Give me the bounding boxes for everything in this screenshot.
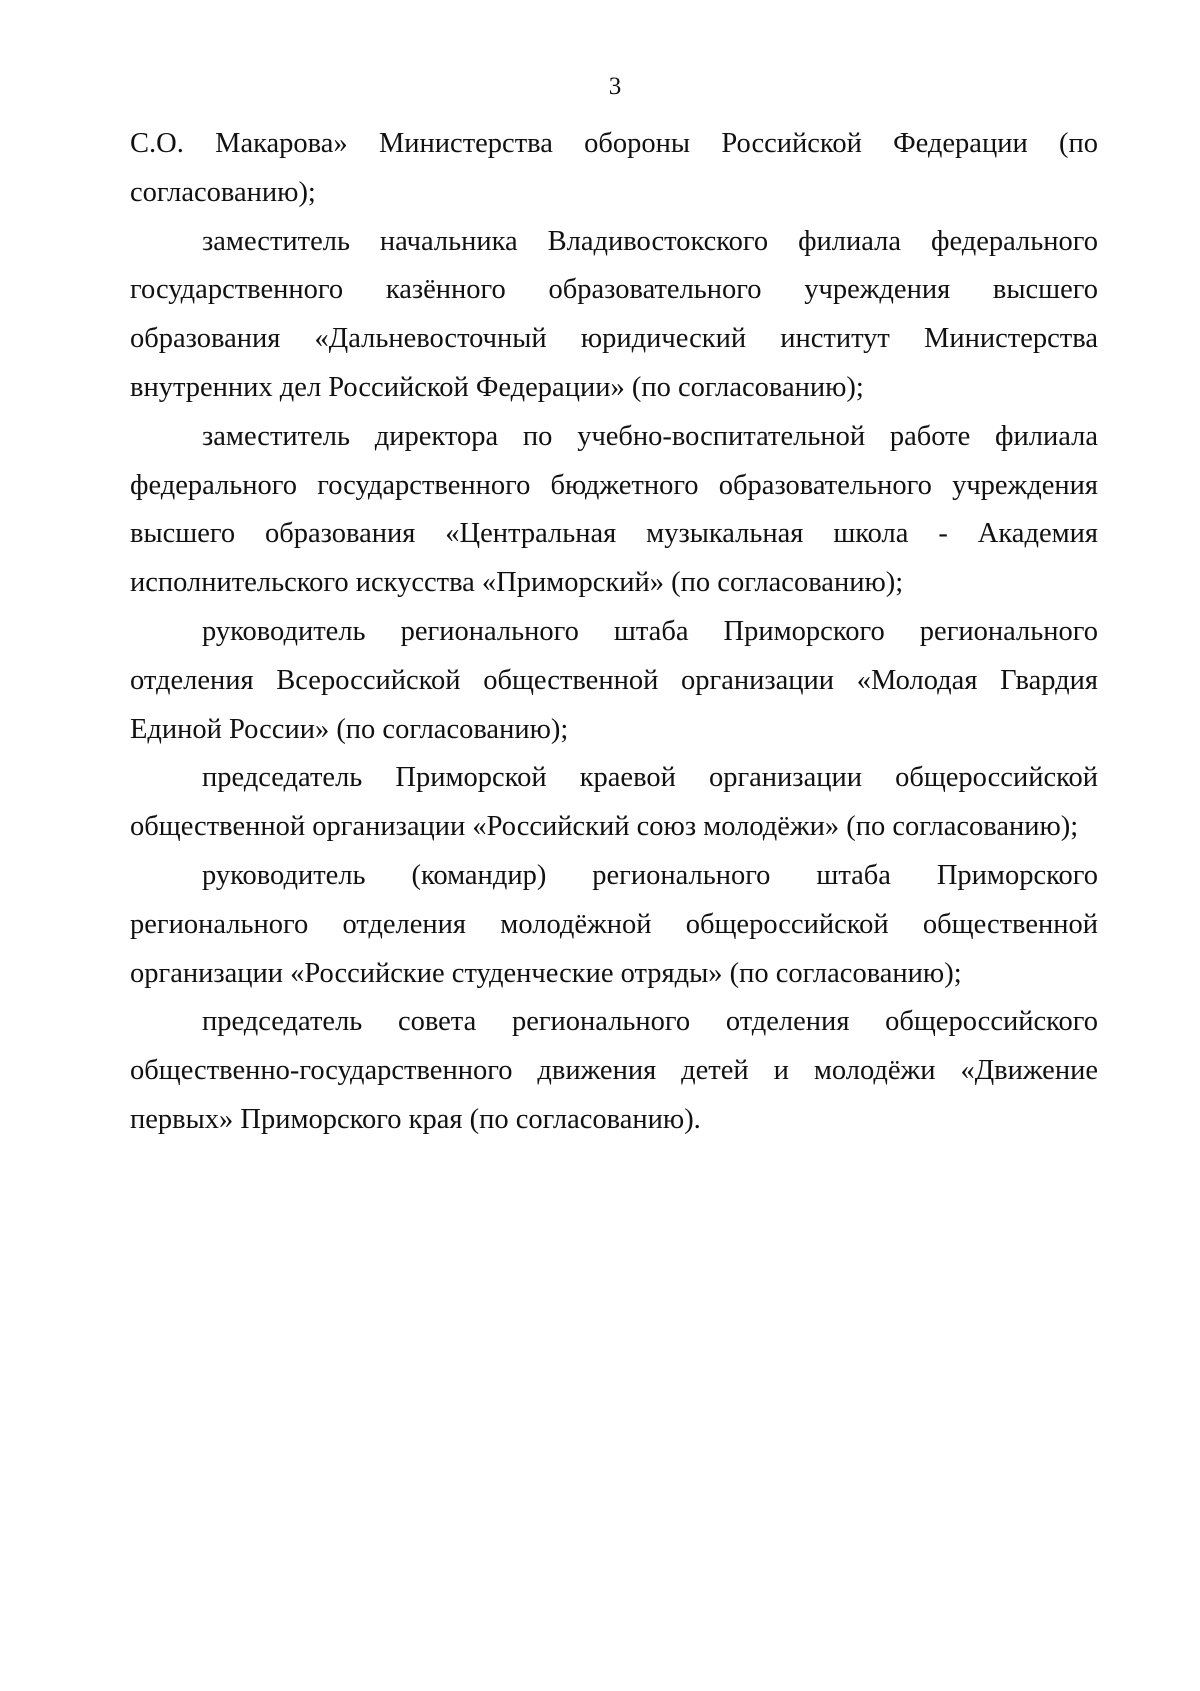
paragraph-item: заместитель начальника Владивостокского филиала федерального государственного казённого образовательного учреждения высшего образования «Дальневосточный юридический институт Министерства внутренних дел Российской Федерации» (по согласованию); [130,225,1098,403]
paragraph-item: заместитель директора по учебно-воспитательной работе филиала федерального государственного бюджетного образовательного учреждения высшего образования «Центральная музыкальная школа - Академия исполнительского искусства «Приморский» (по согласованию); [130,420,1098,599]
paragraph-item: руководитель (командир) регионального штаба Приморского регионального отделения молодёжной общероссийской общественной организации «Российские студенческие отряды» (по согласованию); [130,859,1098,989]
paragraph-item: руководитель регионального штаба Приморского регионального отделения Всероссийской общественной организации «Молодая Гвардия Единой России» (по согласованию); [130,615,1098,745]
paragraph-item: председатель совета регионального отделения общероссийского общественно-государственного движения детей и молодёжи «Движение первых» Приморского края (по согласованию). [130,1006,1098,1135]
page-number: 3 [608,73,622,100]
document-body [130,120,1098,1145]
paragraph-item: председатель Приморской краевой организации общероссийской общественной организации «Российский союз молодёжи» (по согласованию); [130,762,1098,843]
paragraph-continuation: С.О. Макарова» Министерства обороны Российской Федерации (по согласованию); [130,128,1098,208]
